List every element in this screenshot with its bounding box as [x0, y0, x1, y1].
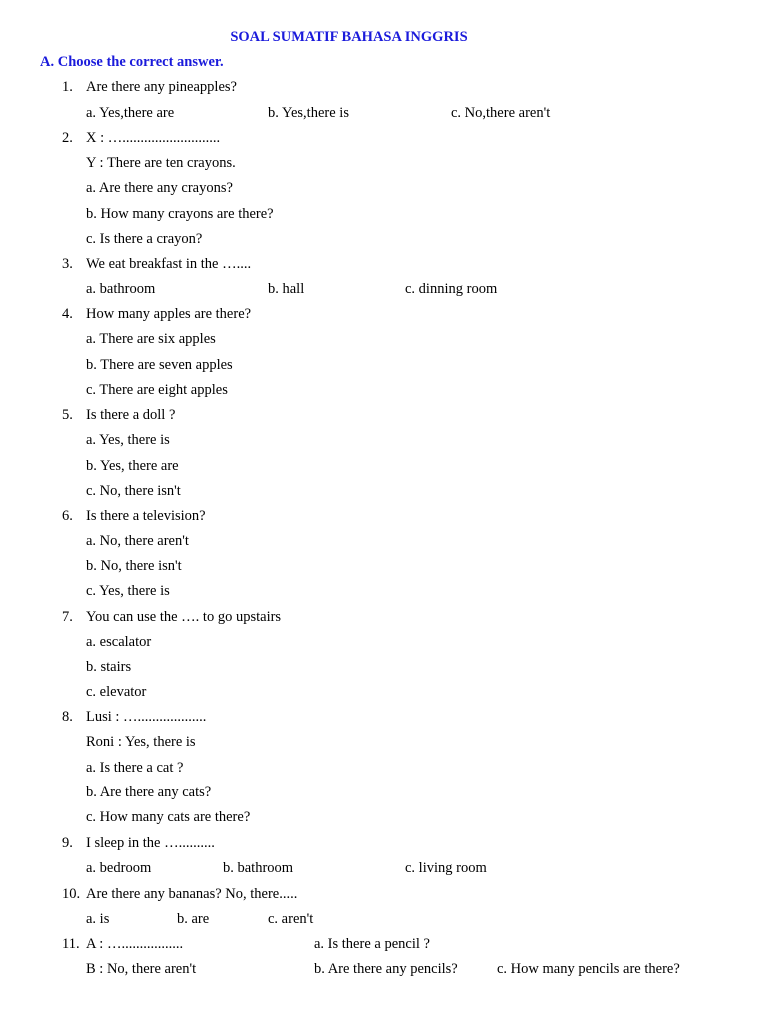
answer-option: a. bedroom: [86, 860, 152, 876]
answer-option: a. Yes,there are: [86, 105, 175, 121]
answer-option: b. hall: [268, 281, 305, 297]
question-number: 6.: [62, 508, 73, 524]
question-text: I sleep in the …..........: [86, 835, 215, 851]
question-text: Lusi : …...................: [86, 709, 207, 725]
answer-option: b. Yes, there are: [86, 458, 179, 474]
answer-option: a. bathroom: [86, 281, 156, 297]
question-text: We eat breakfast in the …....: [86, 256, 252, 272]
answer-option: b. No, there isn't: [86, 558, 182, 574]
question-number: 8.: [62, 709, 73, 725]
question-text: Are there any pineapples?: [86, 79, 237, 95]
question-number: 1.: [62, 79, 73, 95]
answer-option: c. How many cats are there?: [86, 809, 251, 825]
question-text: How many apples are there?: [86, 306, 252, 322]
answer-option: b. are: [177, 911, 210, 927]
answer-option: a. Yes, there is: [86, 432, 170, 448]
question-dialogue: B : No, there aren't: [86, 961, 197, 977]
question-number: 9.: [62, 835, 73, 851]
answer-option: c. dinning room: [405, 281, 498, 297]
answer-option: a. is: [86, 911, 110, 927]
answer-option: a. escalator: [86, 634, 152, 650]
question-text: Is there a doll ?: [86, 407, 176, 423]
answer-option: a. Is there a cat ?: [86, 760, 184, 776]
answer-option: b. bathroom: [223, 860, 294, 876]
answer-option: c. There are eight apples: [86, 382, 228, 398]
document-title: SOAL SUMATIF BAHASA INGGRIS: [230, 29, 468, 45]
answer-option: c. elevator: [86, 684, 147, 700]
answer-option: b. Are there any cats?: [86, 784, 212, 800]
question-number: 10.: [62, 886, 81, 902]
question-text: Are there any bananas? No, there.....: [86, 886, 298, 902]
question-dialogue: Roni : Yes, there is: [86, 734, 196, 750]
question-number: 5.: [62, 407, 73, 423]
answer-option: c. No,there aren't: [451, 105, 551, 121]
answer-option: b. Yes,there is: [268, 105, 349, 121]
question-number: 11.: [62, 936, 80, 952]
answer-option: c. No, there isn't: [86, 483, 181, 499]
question-text: You can use the …. to go upstairs: [86, 609, 282, 625]
question-text: X : …...........................: [86, 130, 221, 146]
answer-option: a. There are six apples: [86, 331, 216, 347]
question-number: 2.: [62, 130, 73, 146]
question-text: A : ….................: [86, 936, 184, 952]
question-number: 4.: [62, 306, 73, 322]
answer-option: a. Are there any crayons?: [86, 180, 233, 196]
answer-option: c. Yes, there is: [86, 583, 170, 599]
answer-option: c. How many pencils are there?: [497, 961, 680, 977]
answer-option: a. Is there a pencil ?: [314, 936, 430, 952]
question-number: 7.: [62, 609, 73, 625]
answer-option: c. Is there a crayon?: [86, 231, 203, 247]
question-text: Is there a television?: [86, 508, 206, 524]
answer-option: b. There are seven apples: [86, 357, 233, 373]
answer-option: b. Are there any pencils?: [314, 961, 458, 977]
question-number: 3.: [62, 256, 73, 272]
question-dialogue: Y : There are ten crayons.: [86, 155, 236, 171]
section-heading: A. Choose the correct answer.: [40, 54, 224, 70]
answer-option: b. stairs: [86, 659, 132, 675]
answer-option: b. How many crayons are there?: [86, 206, 274, 222]
answer-option: c. aren't: [268, 911, 314, 927]
answer-option: c. living room: [405, 860, 487, 876]
answer-option: a. No, there aren't: [86, 533, 189, 549]
